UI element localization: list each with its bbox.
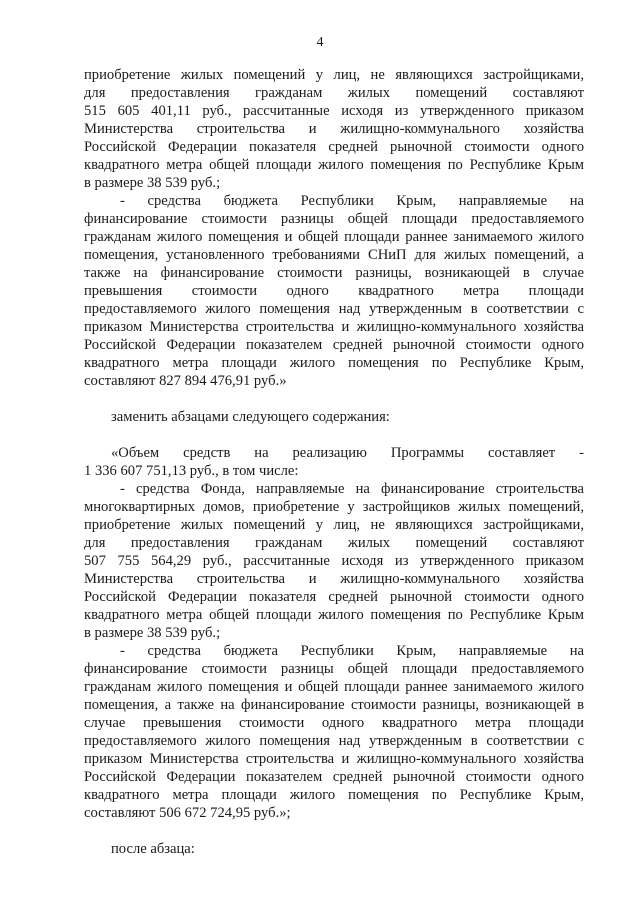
- text-line: квадратного метра общей площади жилого помещения по Республике Крым: [84, 607, 584, 623]
- text-line: также на финансирование стоимости разницы, возникающей в случае: [84, 265, 584, 281]
- text-line: Российской Федерации показателя средней рыночной стоимости одного: [84, 589, 584, 605]
- text-line: гражданам жилого помещения и общей площади раннее занимаемого жилого: [84, 679, 584, 695]
- text-line: гражданам жилого помещения и общей площади раннее занимаемого жилого: [84, 229, 584, 245]
- text-line: заменить абзацами следующего содержания:: [111, 409, 390, 425]
- text-line: предоставляемого жилого помещения над утвержденным в соответствии с: [84, 301, 584, 317]
- text-line: «Объем средств на реализацию Программы составляет -: [111, 445, 584, 461]
- text-line: 1 336 607 751,13 руб., в том числе:: [84, 463, 299, 479]
- text-line: - средства бюджета Республики Крым, направляемые на: [120, 643, 584, 659]
- text-line: - средства бюджета Республики Крым, направляемые на: [120, 193, 584, 209]
- text-line: Российской Федерации показателем средней рыночной стоимости одного: [84, 769, 584, 785]
- text-line: помещения, а также на финансирование стоимости разницы, возникающей в: [84, 697, 584, 713]
- text-line: приобретение жилых помещений у лиц, не являющихся застройщиками,: [84, 67, 584, 83]
- text-line: составляют 827 894 476,91 руб.»: [84, 373, 287, 389]
- text-line: после абзаца:: [111, 841, 195, 857]
- text-line: финансирование стоимости разницы общей площади предоставляемого: [84, 661, 584, 677]
- text-line: Российской Федерации показателем средней рыночной стоимости одного: [84, 337, 584, 353]
- text-line: квадратного метра общей площади жилого помещения по Республике Крым: [84, 157, 584, 173]
- text-line: приказом Министерства строительства и жилищно-коммунального хозяйства: [84, 751, 584, 767]
- text-line: для предоставления гражданам жилых помещений составляют: [84, 85, 584, 101]
- text-line: 507 755 564,29 руб., рассчитанные исходя из утвержденного приказом: [84, 553, 584, 569]
- text-line: Министерства строительства и жилищно-коммунального хозяйства: [84, 571, 584, 587]
- text-line: Российской Федерации показателя средней рыночной стоимости одного: [84, 139, 584, 155]
- text-line: приказом Министерства строительства и жилищно-коммунального хозяйства: [84, 319, 584, 335]
- text-line: Министерства строительства и жилищно-коммунального хозяйства: [84, 121, 584, 137]
- page-number: 4: [316, 35, 324, 50]
- text-line: приобретение жилых помещений у лиц, не являющихся застройщиками,: [84, 517, 584, 533]
- text-line: многоквартирных домов, приобретение у застройщиков жилых помещений,: [84, 499, 584, 515]
- text-line: - средства Фонда, направляемые на финансирование строительства: [120, 481, 584, 497]
- text-line: для предоставления гражданам жилых помещений составляют: [84, 535, 584, 551]
- text-line: в размере 38 539 руб.;: [84, 625, 221, 641]
- text-line: финансирование стоимости разницы общей площади предоставляемого: [84, 211, 584, 227]
- text-line: превышения стоимости одного квадратного метра площади: [84, 283, 584, 299]
- text-line: 515 605 401,11 руб., рассчитанные исходя из утвержденного приказом: [84, 103, 584, 119]
- text-line: составляют 506 672 724,95 руб.»;: [84, 805, 291, 821]
- text-line: случае превышения стоимости одного квадратного метра площади: [84, 715, 584, 731]
- text-line: квадратного метра площади жилого помещения по Республике Крым,: [84, 355, 584, 371]
- text-line: помещения, установленного требованиями СНиП для жилых помещений, а: [84, 247, 584, 263]
- text-line: предоставляемого жилого помещения над утвержденным в соответствии с: [84, 733, 584, 749]
- text-line: в размере 38 539 руб.;: [84, 175, 221, 191]
- text-line: квадратного метра площади жилого помещения по Республике Крым,: [84, 787, 584, 803]
